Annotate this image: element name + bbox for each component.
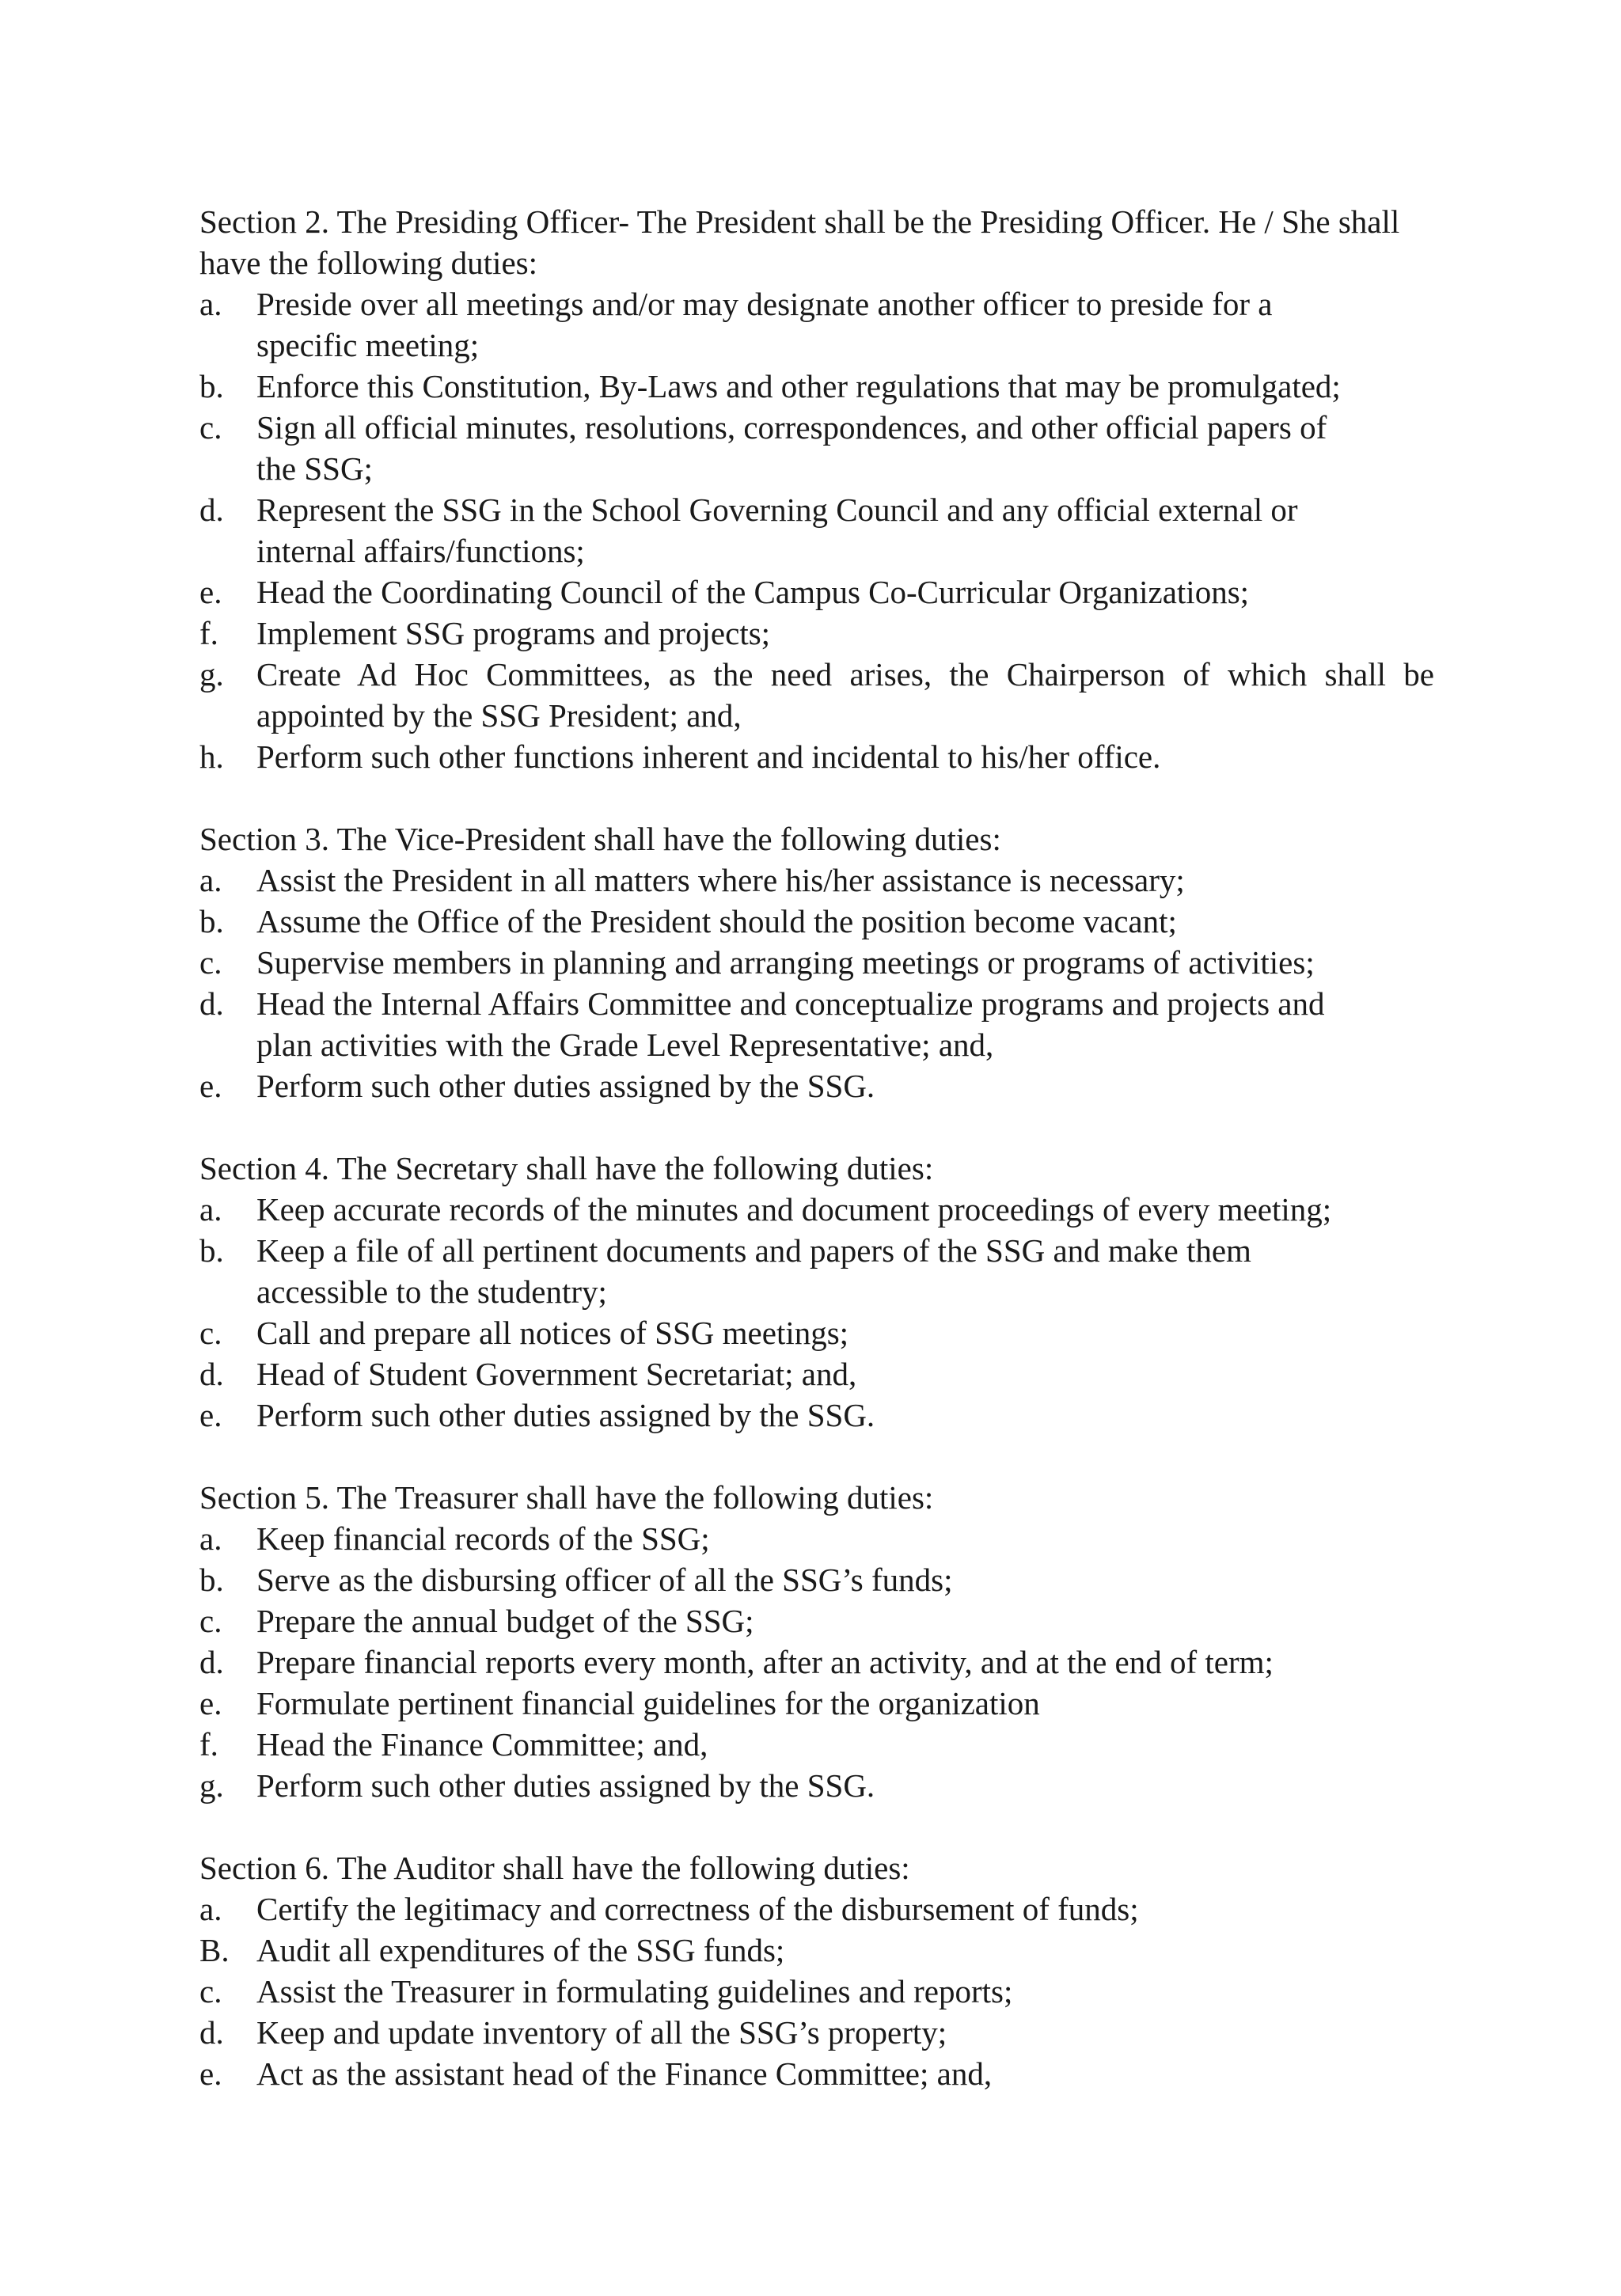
list-marker: g. — [199, 1767, 224, 1804]
item-line: Perform such other duties assigned by the SSG. — [256, 1068, 875, 1104]
list-item — [199, 2053, 1434, 2094]
list-item-text — [256, 1518, 1434, 1559]
document-page — [199, 201, 1434, 2135]
list-marker: B. — [199, 1932, 230, 1968]
list-item-text — [256, 1065, 1434, 1106]
list-item-text — [256, 1888, 1434, 1930]
list-item — [199, 1641, 1434, 1683]
list-marker: c. — [199, 1603, 222, 1639]
list-item-text — [256, 1683, 1434, 1724]
duty-list — [199, 283, 1434, 777]
item-line: Audit all expenditures of the SSG funds; — [256, 1932, 785, 1968]
list-item — [199, 489, 1434, 571]
list-item — [199, 1395, 1434, 1436]
item-line: Formulate pertinent financial guidelines for the organization — [256, 1685, 1040, 1721]
item-line: Prepare financial reports every month, after an activity, and at the end of term; — [256, 1644, 1274, 1680]
list-item — [199, 860, 1434, 901]
list-marker: d. — [199, 1356, 224, 1392]
item-line: Perform such other functions inherent and incidental to his/her office. — [256, 738, 1161, 775]
section-heading — [199, 818, 1434, 860]
list-item-text — [256, 2012, 1434, 2053]
item-line: Head the Coordinating Council of the Campus Co-Curricular Organizations; — [256, 574, 1250, 610]
list-item — [199, 901, 1434, 942]
list-item-text — [256, 1353, 1434, 1395]
item-line: Sign all official minutes, resolutions, correspondences, and other official papers of — [256, 409, 1327, 446]
list-item — [199, 1683, 1434, 1724]
item-line: Head of Student Government Secretariat; and, — [256, 1356, 857, 1392]
list-item — [199, 366, 1434, 407]
list-marker: b. — [199, 1232, 224, 1269]
list-item — [199, 1765, 1434, 1806]
list-item — [199, 1518, 1434, 1559]
item-line: specific meeting; — [256, 327, 480, 363]
duty-list — [199, 860, 1434, 1106]
section — [199, 818, 1434, 1106]
list-marker: c. — [199, 1315, 222, 1351]
duty-list — [199, 1888, 1434, 2094]
list-item — [199, 571, 1434, 613]
list-item — [199, 407, 1434, 489]
heading-line: Section 5. The Treasurer shall have the following duties: — [199, 1479, 934, 1516]
item-line: Serve as the disbursing officer of all the SSG’s funds; — [256, 1562, 953, 1598]
list-item — [199, 1888, 1434, 1930]
list-item-text — [256, 571, 1434, 613]
list-item — [199, 1600, 1434, 1641]
item-line: Create Ad Hoc Committees, as the need arises, the Chairperson of which shall be — [256, 656, 1434, 693]
list-marker: d. — [199, 491, 224, 528]
item-line: Perform such other duties assigned by the SSG. — [256, 1397, 875, 1433]
duty-list — [199, 1189, 1434, 1436]
list-item — [199, 1230, 1434, 1312]
list-item-text — [256, 654, 1434, 736]
list-marker: d. — [199, 985, 224, 1022]
item-line: Head the Internal Affairs Committee and conceptualize programs and projects and — [256, 985, 1325, 1022]
list-item — [199, 1559, 1434, 1600]
list-item-text — [256, 901, 1434, 942]
list-item-text — [256, 1765, 1434, 1806]
list-item — [199, 1312, 1434, 1353]
list-marker: g. — [199, 656, 224, 693]
list-item-text — [256, 1641, 1434, 1683]
list-marker: b. — [199, 903, 224, 939]
list-marker: c. — [199, 944, 222, 981]
item-line: appointed by the SSG President; and, — [256, 697, 742, 734]
item-line: Assume the Office of the President should the position become vacant; — [256, 903, 1177, 939]
section-heading — [199, 201, 1434, 283]
list-item-text — [256, 407, 1434, 489]
list-marker: c. — [199, 1973, 222, 2009]
item-line: Keep and update inventory of all the SSG’s property; — [256, 2014, 947, 2051]
list-item — [199, 1724, 1434, 1765]
list-marker: f. — [199, 615, 218, 651]
list-item — [199, 613, 1434, 654]
list-marker: e. — [199, 2055, 222, 2092]
list-item-text — [256, 1395, 1434, 1436]
heading-line: Section 2. The Presiding Officer- The President shall be the Presiding Officer. He / She shall — [199, 203, 1400, 240]
list-item-text — [256, 860, 1434, 901]
list-item — [199, 283, 1434, 366]
list-item — [199, 942, 1434, 983]
item-line: Preside over all meetings and/or may designate another officer to preside for a — [256, 286, 1273, 322]
list-marker: f. — [199, 1726, 218, 1763]
section-heading — [199, 1148, 1434, 1189]
list-marker: e. — [199, 574, 222, 610]
list-item-text — [256, 2053, 1434, 2094]
item-line: Keep accurate records of the minutes and document proceedings of every meeting; — [256, 1191, 1332, 1228]
list-item-text — [256, 942, 1434, 983]
list-item-text — [256, 1559, 1434, 1600]
list-marker: d. — [199, 2014, 224, 2051]
list-item — [199, 654, 1434, 736]
item-line: plan activities with the Grade Level Representative; and, — [256, 1027, 994, 1063]
list-marker: a. — [199, 286, 222, 322]
list-marker: a. — [199, 1520, 222, 1557]
item-line: Head the Finance Committee; and, — [256, 1726, 708, 1763]
list-item-text — [256, 983, 1434, 1065]
section-heading — [199, 1477, 1434, 1518]
list-item — [199, 1065, 1434, 1106]
heading-line: Section 4. The Secretary shall have the following duties: — [199, 1150, 934, 1186]
list-item-text — [256, 1930, 1434, 1971]
item-line: Perform such other duties assigned by the SSG. — [256, 1767, 875, 1804]
list-marker: b. — [199, 1562, 224, 1598]
list-item — [199, 2012, 1434, 2053]
list-item-text — [256, 489, 1434, 571]
list-marker: e. — [199, 1685, 222, 1721]
section — [199, 1148, 1434, 1436]
section-heading — [199, 1847, 1434, 1888]
item-line: Supervise members in planning and arranging meetings or programs of activities; — [256, 944, 1315, 981]
list-marker: c. — [199, 409, 222, 446]
item-line: Enforce this Constitution, By-Laws and other regulations that may be promulgated; — [256, 368, 1341, 404]
list-marker: d. — [199, 1644, 224, 1680]
heading-line: Section 6. The Auditor shall have the following duties: — [199, 1850, 910, 1886]
item-line: the SSG; — [256, 450, 373, 487]
list-marker: a. — [199, 1891, 222, 1927]
list-item-text — [256, 366, 1434, 407]
item-line: Implement SSG programs and projects; — [256, 615, 771, 651]
item-line: Assist the President in all matters where his/her assistance is necessary; — [256, 862, 1185, 898]
list-item — [199, 1189, 1434, 1230]
item-line: Assist the Treasurer in formulating guidelines and reports; — [256, 1973, 1013, 2009]
list-marker: a. — [199, 1191, 222, 1228]
heading-line: Section 3. The Vice-President shall have the following duties: — [199, 821, 1001, 857]
list-item-text — [256, 1189, 1434, 1230]
list-item-text — [256, 1971, 1434, 2012]
item-line: Prepare the annual budget of the SSG; — [256, 1603, 754, 1639]
item-line: Act as the assistant head of the Finance Committee; and, — [256, 2055, 993, 2092]
heading-line: have the following duties: — [199, 245, 537, 281]
list-marker: b. — [199, 368, 224, 404]
list-marker: e. — [199, 1397, 222, 1433]
section — [199, 1847, 1434, 2094]
item-line: Certify the legitimacy and correctness of the disbursement of funds; — [256, 1891, 1139, 1927]
list-item — [199, 736, 1434, 777]
list-item-text — [256, 736, 1434, 777]
list-item-text — [256, 1230, 1434, 1312]
list-item-text — [256, 1724, 1434, 1765]
list-item-text — [256, 1600, 1434, 1641]
list-marker: e. — [199, 1068, 222, 1104]
item-line: accessible to the studentry; — [256, 1273, 607, 1310]
duty-list — [199, 1518, 1434, 1806]
item-line: Call and prepare all notices of SSG meetings; — [256, 1315, 849, 1351]
item-line: Keep a file of all pertinent documents and papers of the SSG and make them — [256, 1232, 1251, 1269]
section — [199, 1477, 1434, 1806]
item-line: Represent the SSG in the School Governing Council and any official external or — [256, 491, 1298, 528]
item-line: Keep financial records of the SSG; — [256, 1520, 710, 1557]
list-marker: a. — [199, 862, 222, 898]
list-item — [199, 1971, 1434, 2012]
list-item-text — [256, 613, 1434, 654]
list-item — [199, 983, 1434, 1065]
list-item — [199, 1353, 1434, 1395]
list-marker: h. — [199, 738, 224, 775]
item-line: internal affairs/functions; — [256, 533, 585, 569]
section — [199, 201, 1434, 777]
list-item — [199, 1930, 1434, 1971]
list-item-text — [256, 1312, 1434, 1353]
list-item-text — [256, 283, 1434, 366]
